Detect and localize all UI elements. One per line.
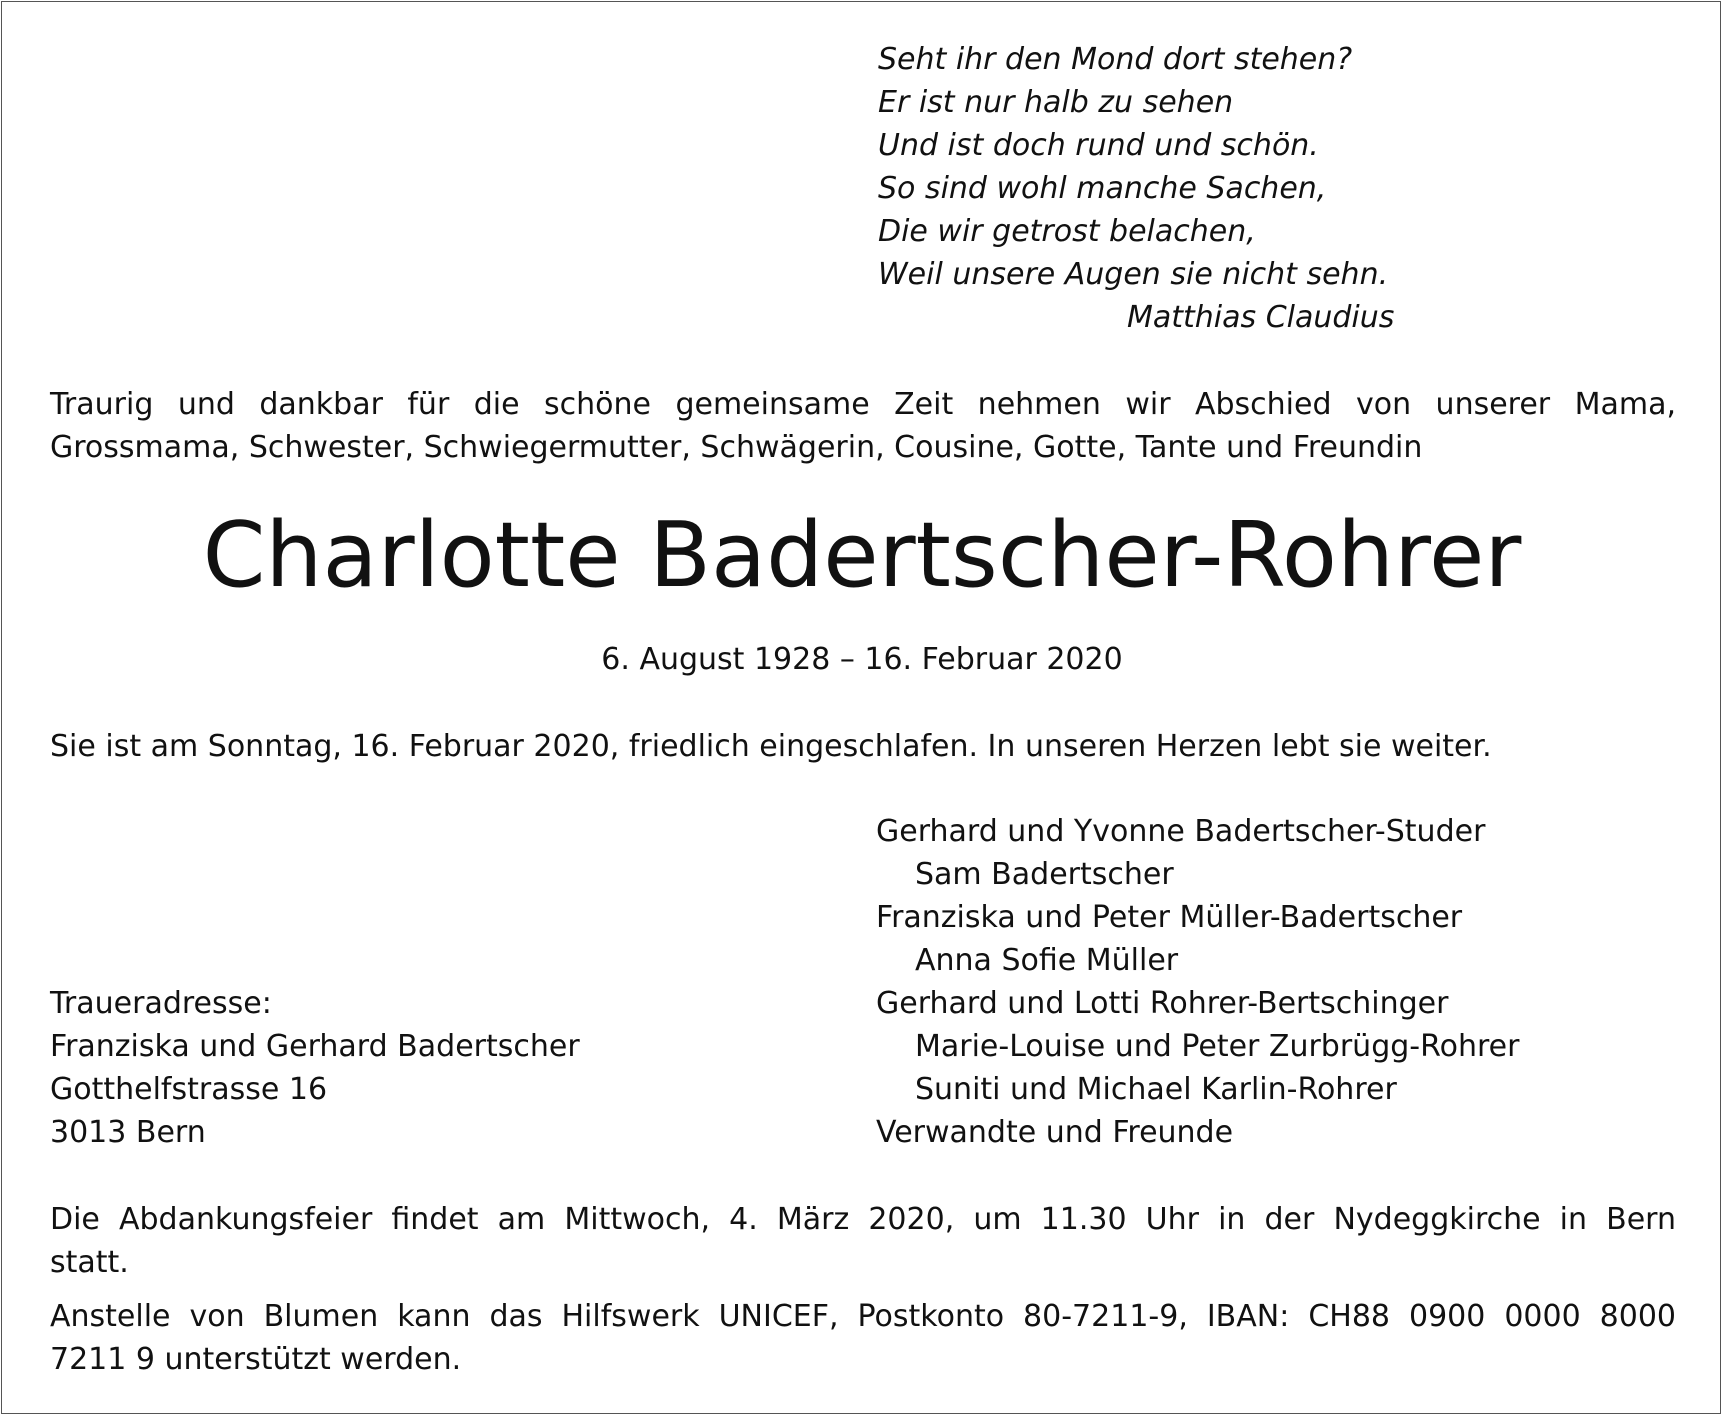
poem-line: Und ist doch rund und schön. (878, 128, 1319, 163)
family-member: Verwandte und Freunde (876, 1115, 1234, 1150)
ceremony-line-1: Die Abdankungsfeier findet am Mittwoch, 4. März 2020, um 11.30 Uhr in der Nydeggkirche in Bern (50, 1202, 1676, 1237)
address-label: Traueradresse: (50, 986, 272, 1021)
ceremony-line-2: statt. (50, 1245, 129, 1280)
poem-line: Die wir getrost belachen, (878, 214, 1256, 249)
poem-line: Weil unsere Augen sie nicht sehn. (878, 257, 1389, 292)
donation-line-2: 7211 9 unterstützt werden. (50, 1342, 462, 1377)
family-member: Suniti und Michael Karlin-Rohrer (915, 1072, 1397, 1107)
family-member: Marie-Louise und Peter Zurbrügg-Rohrer (915, 1029, 1520, 1064)
address-city: 3013 Bern (50, 1115, 206, 1150)
intro-line-2: Grossmama, Schwester, Schwiegermutter, Schwägerin, Cousine, Gotte, Tante und Freundin (50, 430, 1423, 465)
poem (878, 38, 1598, 339)
mourning-address (50, 982, 810, 1154)
donation-info (50, 1295, 1676, 1381)
intro-text (50, 383, 1676, 469)
family-member: Gerhard und Yvonne Badertscher-Studer (876, 814, 1486, 849)
address-street: Gotthelfstrasse 16 (50, 1072, 328, 1107)
family-member: Franziska und Peter Müller-Badertscher (876, 900, 1463, 935)
deceased-name: Charlotte Badertscher-Rohrer (202, 503, 1522, 608)
family-list (876, 810, 1696, 1154)
poem-line: Seht ihr den Mond dort stehen? (878, 42, 1353, 77)
family-member: Anna Sofie Müller (915, 943, 1179, 978)
passing-statement: Sie ist am Sonntag, 16. Februar 2020, friedlich eingeschlafen. In unseren Herzen lebt sie weiter. (50, 729, 1492, 764)
donation-line-1: Anstelle von Blumen kann das Hilfswerk UNICEF, Postkonto 80-7211-9, IBAN: CH88 0900 0000 8000 (50, 1299, 1676, 1334)
ceremony-info (50, 1198, 1676, 1284)
life-dates: 6. August 1928 – 16. Februar 2020 (601, 642, 1123, 677)
intro-line-1: Traurig und dankbar für die schöne gemeinsame Zeit nehmen wir Abschied von unserer Mama, (50, 387, 1676, 422)
address-name: Franziska und Gerhard Badertscher (50, 1029, 580, 1064)
poem-line: So sind wohl manche Sachen, (878, 171, 1327, 206)
family-member: Gerhard und Lotti Rohrer-Bertschinger (876, 986, 1449, 1021)
poem-author: Matthias Claudius (1127, 300, 1395, 335)
poem-line: Er ist nur halb zu sehen (878, 85, 1234, 120)
family-member: Sam Badertscher (915, 857, 1174, 892)
